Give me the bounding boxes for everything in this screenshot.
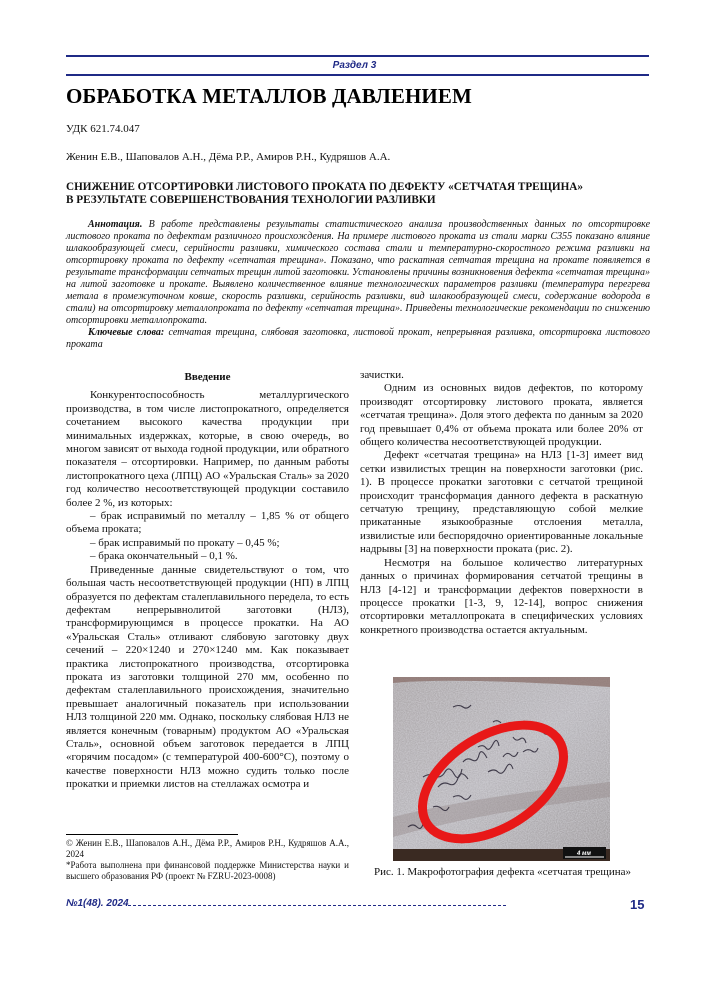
keywords-label: Ключевые слова: [88,327,165,338]
copyright-note: © Женин Е.В., Шаповалов А.Н., Дёма Р.Р., Амиров Р.Н., Кудряшов А.А., 2024 [66,838,349,859]
body-paragraph: Одним из основных видов дефектов, по которому производят отсортировку листового проката, является «сетчатая трещина». Доля этого дефекта по данным за 2020 год превышает 0,4% от объема проката или более 20% от общего количества несоответствующей продукции. [360,382,643,449]
abstract-text: В работе представлены результаты статистического анализа производственных данных по отсортировке листового проката по дефектам различного происхождения. На примере листового проката из стали марки С355 показано влияние шлакообразующей смеси, серийности разливки, химического состава стали и температурно-скоростного режима разливки на отсортировку проката по дефекту «сетчатая трещина». Показано, что раскатная сетчатая трещина на прокате появляется в результате трансформации сетчатых трещин литой заготовки. Установлены причины возникновения дефекта «сетчатая трещина» на литой заготовке и прокате. Выявлено количественное влияние технологических параметров разливки (температура перегрева метала в промежуточном ковше, скорость разливки, серийность разливки, вид шлакообразующей смеси, содержание водорода в стали) на отсортировку металлопроката по дефекту «сетчатая трещина». Приведены технологические рекомендации по снижению отсортировки металлопроката. [66,219,651,326]
figure-caption: Рис. 1. Макрофотография дефекта «сетчатая трещина» [373,866,632,878]
footer-rule [128,905,506,906]
article-title-line-1: СНИЖЕНИЕ ОТСОРТИРОВКИ ЛИСТОВОГО ПРОКАТА ПО ДЕФЕКТУ «СЕТЧАТАЯ ТРЕЩИНА» [66,181,583,193]
funding-note: *Работа выполнена при финансовой поддержке Министерства науки и высшего образования РФ (проект № FZRU-2023-0008) [66,860,349,881]
list-item: – брак исправимый по прокату – 0,45 %; [90,536,280,549]
section-label: Раздел 3 [332,60,377,71]
intro-heading: Введение [184,371,231,383]
keywords-text: сетчатая трещина, слябовая заготовка, листовой прокат, непрерывная разливка, отсортировка листового проката [66,327,651,350]
article-title-line-2: В РЕЗУЛЬТАТЕ СОВЕРШЕНСТВОВАНИЯ ТЕХНОЛОГИИ РАЗЛИВКИ [66,194,436,206]
body-paragraph: Несмотря на большое количество литературных данных о причинах формирования сетчатой трещины в НЛЗ [4-12] и трансформации дефектов поверхности в процессе прокатки [1-3, 9, 12-14], вопрос снижения отсортировки металлопроката в специфических условиях конкретного производства остается актуальным. [360,556,643,636]
footnotes [66,838,349,882]
page-number: 15 [630,897,645,912]
header-rule-bottom [66,74,649,76]
list-item: – брака окончательный – 0,1 %. [90,550,238,563]
article-title [66,181,651,207]
issue-number: №1(48). 2024 [66,898,129,909]
body-paragraph: Дефект «сетчатая трещина» на НЛЗ [1-3] имеет вид сетки извилистых трещин на поверхности заготовки (рис. 1). В процессе прокатки заготовки с сетчатой трещиной происходит трансформация данного дефекта в раскатную сетчатую трещину, представляющую собой мелкие прикатанные языкообразные отслоения металла, извилистые или беспорядочно ориентированные локальные надрывы [3] на поверхности проката (рис. 2). [360,449,643,556]
header-rule-top [66,55,649,57]
abstract-paragraph [66,219,650,327]
body-paragraph: Конкурентоспособность металлургического производства, в том числе листопрокатного, определяется сочетанием высокого качества продукции при минимальных издержках, которые, в свою очередь, во многом зависят от выхода годной продукции, или обратного показателя – отсортировки. Например, по данным работы листопрокатного цеха (ЛПЦ) АО «Уральская Сталь» за 2020 год количество несоответствующей продукции составило более 2 %, из которых: [66,389,349,509]
body-paragraph-continuation: зачистки. [360,369,404,381]
journal-section-title: ОБРАБОТКА МЕТАЛЛОВ ДАВЛЕНИЕМ [66,84,472,108]
abstract [66,219,650,351]
footnote-separator [66,834,238,835]
left-column [66,371,349,792]
body-paragraph: Приведенные данные свидетельствуют о том, что большая часть несоответствующей продукции (НП) в ЛПЦ образуется по дефектам сталеплавильного передела, то есть дефектам непрерывнолитой заготовки (НЛЗ), трансформирующимся в процессе прокатки. На АО «Уральская Сталь» отливают слябовую заготовку двух сечений – 220×1240 и 270×1240 мм. Как показывает практика листопрокатного производства, отсортировка проката из заготовки толщиной 270 мм, особенно по дефектам сталеплавильного происхождения, значительно превышает аналогичный показатель при использовании НЛЗ толщиной 220 мм. Однако, поскольку слябовая НЛЗ не является конечным (товарным) продуктом АО «Уральская Сталь», основной объем заготовок передается в ЛПЦ «горячим посадом» (с температурой 400-600°С), поэтому о качестве поверхности НЛЗ можно судить только после прокатки и приемки листов на стеллажах осмотра и [66,563,349,791]
udk-code: УДК 621.74.047 [66,123,140,135]
keywords-paragraph [66,327,650,351]
macrophoto-image [393,677,610,861]
abstract-label: Аннотация. [88,219,143,230]
authors: Женин Е.В., Шаповалов А.Н., Дёма Р.Р., Амиров Р.Н., Кудряшов А.А. [66,151,391,163]
figure-1-macrophoto [393,677,610,861]
list-item: – брак исправимый по металлу – 1,85 % от общего объема проката; [66,510,349,536]
right-column [360,369,643,637]
scale-label: 4 мм [577,851,591,857]
